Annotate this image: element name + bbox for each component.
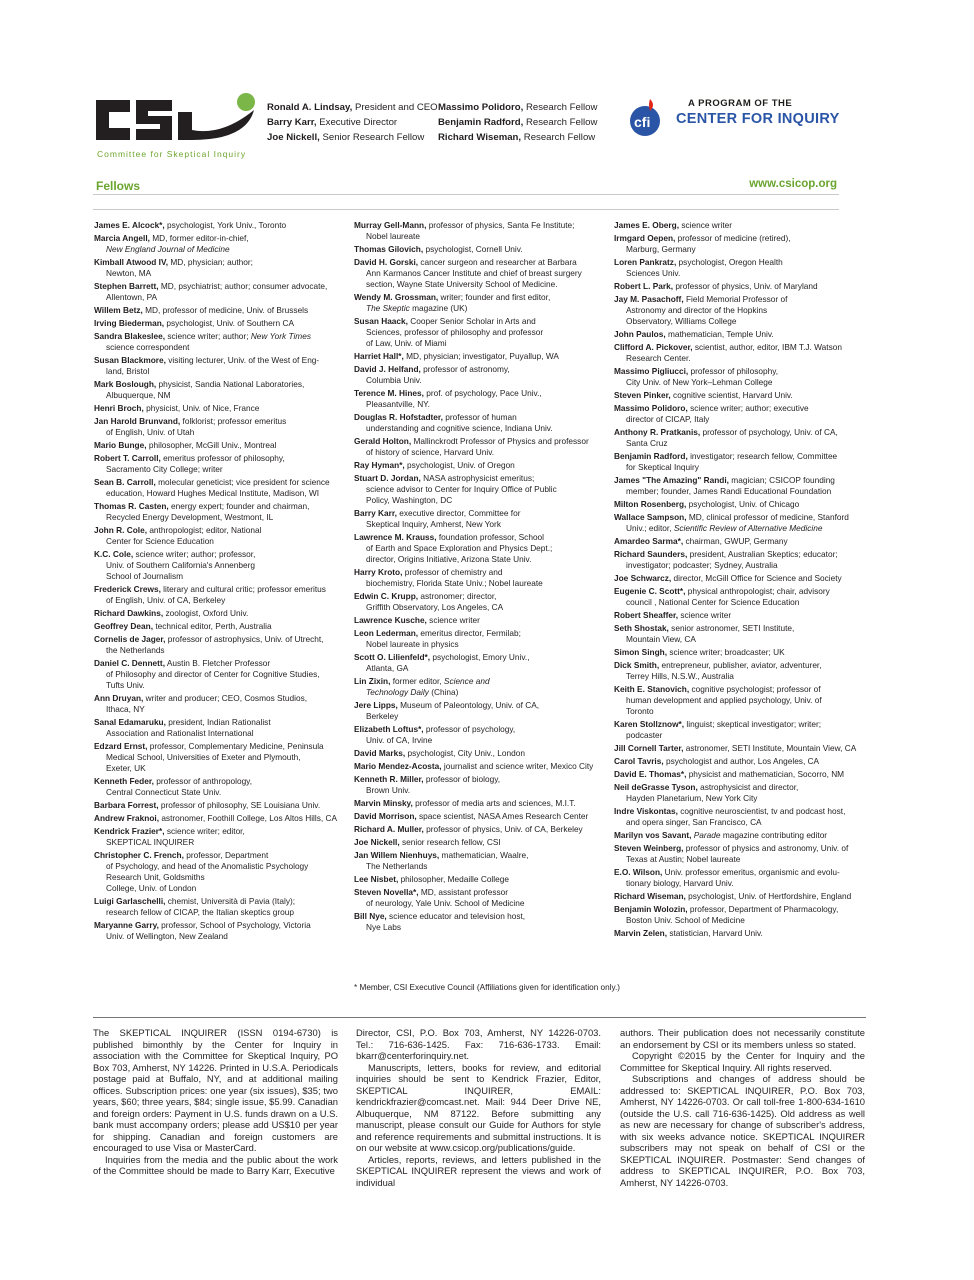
fellow-name: Robert L. Park, bbox=[614, 281, 674, 291]
fellow-entry: Anthony R. Pratkanis, professor of psychology, Univ. of CA, Santa Cruz bbox=[614, 427, 838, 448]
fellow-entry: Kendrick Frazier*, science writer; editor, SKEPTICAL INQUIRER bbox=[94, 826, 245, 847]
fellow-name: Henri Broch, bbox=[94, 403, 144, 413]
fellow-entry: Bill Nye, science educator and television host, Nye Labs bbox=[354, 911, 526, 932]
fellow-entry: Benjamin Radford, investigator; research fellow, Committee for Skeptical Inquiry bbox=[614, 451, 838, 472]
fellow-name: Indre Viskontas, bbox=[614, 806, 678, 816]
fellow-entry: Susan Blackmore, visiting lecturer, Univ. of the West of Eng- land, Bristol bbox=[94, 355, 320, 376]
fellow-name: Massimo Polidoro, bbox=[614, 403, 688, 413]
fellow-name: Harry Kroto, bbox=[354, 567, 403, 577]
fellow-entry: Karen Stollznow*, linguist; skeptical investigator; writer; podcaster bbox=[614, 719, 822, 740]
fellow-name: Benjamin Wolozin, bbox=[614, 904, 688, 914]
fellow-entry: Lin Zixin, former editor, Science and Technology Daily (China) bbox=[354, 676, 490, 697]
fellow-name: Marvin Zelen, bbox=[614, 928, 668, 938]
fellow-entry: Irving Biederman, psychologist, Univ. of Southern CA bbox=[94, 318, 294, 328]
fellow-entry: John Paulos, mathematician, Temple Univ. bbox=[614, 329, 774, 339]
fellow-name: Joe Nickell, bbox=[354, 837, 400, 847]
fellow-name: Barbara Forrest, bbox=[94, 800, 159, 810]
fellow-entry: Neil deGrasse Tyson, astrophysicist and director, Hayden Planetarium, New York City bbox=[614, 782, 799, 803]
fellow-name: Jan Harold Brunvand, bbox=[94, 416, 181, 426]
fellow-name: Steven Weinberg, bbox=[614, 843, 684, 853]
fellow-name: Amardeo Sarma*, bbox=[614, 536, 684, 546]
officer: Richard Wiseman, Research Fellow bbox=[438, 132, 596, 143]
fellow-entry: Jere Lipps, Museum of Paleontology, Univ. of CA, Berkeley bbox=[354, 700, 540, 721]
fellow-name: Susan Haack, bbox=[354, 316, 408, 326]
fellow-entry: Douglas R. Hofstadter, professor of human understanding and cognitive science, Indiana Univ. bbox=[354, 412, 553, 433]
fellow-name: Leon Lederman, bbox=[354, 628, 419, 638]
fellow-name: Scott O. Lilienfeld*, bbox=[354, 652, 431, 662]
fellow-name: Richard Dawkins, bbox=[94, 608, 164, 618]
officer: Benjamin Radford, Research Fellow bbox=[438, 117, 598, 128]
fellow-entry: Lawrence Kusche, science writer bbox=[354, 615, 480, 625]
fellows-column-1 bbox=[94, 220, 339, 944]
fellow-entry: Sandra Blakeslee, science writer; author; New York Times science correspondent bbox=[94, 331, 311, 352]
fellow-entry: Milton Rosenberg, psychologist, Univ. of Chicago bbox=[614, 499, 800, 509]
info-paragraph: Copyright ©2015 by the Center for Inquiry and the Committee for Skeptical Inquiry. All rights reserved. bbox=[620, 1050, 865, 1073]
fellow-entry: Carol Tavris, psychologist and author, Los Angeles, CA bbox=[614, 756, 820, 766]
fellow-name: Geoffrey Dean, bbox=[94, 621, 154, 631]
fellow-name: Terence M. Hines, bbox=[354, 388, 424, 398]
fellow-name: Eugenie C. Scott*, bbox=[614, 586, 686, 596]
fellow-entry: Murray Gell-Mann, professor of physics, Santa Fe Institute; Nobel laureate bbox=[354, 220, 575, 241]
fellow-entry: Leon Lederman, emeritus director, Fermilab; Nobel laureate in physics bbox=[354, 628, 521, 649]
fellow-entry: David E. Thomas*, physicist and mathematician, Socorro, NM bbox=[614, 769, 845, 779]
fellow-name: Murray Gell-Mann, bbox=[354, 220, 427, 230]
fellow-name: David E. Thomas*, bbox=[614, 769, 687, 779]
fellow-name: Mario Mendez-Acosta, bbox=[354, 761, 442, 771]
fellow-name: Ann Druyan, bbox=[94, 693, 144, 703]
fellow-name: Robert Sheaffer, bbox=[614, 610, 679, 620]
fellow-name: Lawrence M. Krauss, bbox=[354, 532, 437, 542]
fellow-name: Jill Cornell Tarter, bbox=[614, 743, 684, 753]
fellow-name: Marcia Angell, bbox=[94, 233, 150, 243]
logo-tagline: Committee for Skeptical Inquiry bbox=[97, 149, 247, 159]
fellow-name: Richard A. Muller, bbox=[354, 824, 424, 834]
fellow-name: Wendy M. Grossman, bbox=[354, 292, 439, 302]
fellow-entry: David J. Helfand, professor of astronomy, Columbia Univ. bbox=[354, 364, 510, 385]
fellow-name: Mario Bunge, bbox=[94, 440, 147, 450]
fellow-entry: James "The Amazing" Randi, magician; CSICOP founding member; founder, James Randi Educational Foundation bbox=[614, 475, 835, 496]
fellow-name: Joe Schwarcz, bbox=[614, 573, 672, 583]
fellow-name: David J. Helfand, bbox=[354, 364, 421, 374]
fellow-name: Milton Rosenberg, bbox=[614, 499, 687, 509]
fellow-name: John R. Cole, bbox=[94, 525, 148, 535]
info-paragraph: Articles, reports, reviews, and letters published in the SKEPTICAL INQUIRER represent the views and work of individual bbox=[356, 1153, 601, 1188]
fellow-entry: Clifford A. Pickover, scientist, author, editor, IBM T.J. Watson Research Center. bbox=[614, 342, 842, 363]
fellow-entry: Henri Broch, physicist, Univ. of Nice, France bbox=[94, 403, 260, 413]
fellow-name: Anthony R. Pratkanis, bbox=[614, 427, 701, 437]
fellow-name: Cornelis de Jager, bbox=[94, 634, 166, 644]
fellow-name: Mark Boslough, bbox=[94, 379, 157, 389]
fellow-entry: Stephen Barrett, MD, psychiatrist; author; consumer advocate, Allentown, PA bbox=[94, 281, 328, 302]
fellow-entry: Elizabeth Loftus*, professor of psychology, Univ. of CA, Irvine bbox=[354, 724, 516, 745]
website-link[interactable]: www.csicop.org bbox=[749, 178, 837, 190]
fellow-name: Lawrence Kusche, bbox=[354, 615, 427, 625]
fellow-entry: Maryanne Garry, professor, School of Psychology, Victoria Univ. of Wellington, New Zealand bbox=[94, 920, 311, 941]
fellow-entry: Lawrence M. Krauss, foundation professor, School of Earth and Space Exploration and Physics Dept.; director, Origins Initiative, Arizona State Univ. bbox=[354, 532, 553, 564]
fellow-name: Loren Pankratz, bbox=[614, 257, 677, 267]
fellow-name: Willem Betz, bbox=[94, 305, 143, 315]
fellow-entry: Mario Bunge, philosopher, McGill Univ., Montreal bbox=[94, 440, 277, 450]
publication-info-column-2 bbox=[356, 1027, 601, 1188]
fellow-entry: Robert T. Carroll, emeritus professor of philosophy, Sacramento City College; writer bbox=[94, 453, 285, 474]
fellow-name: Steven Pinker, bbox=[614, 390, 671, 400]
fellow-entry: Christopher C. French, professor, Department of Psychology, and head of the Anomalistic Psychology Research Unit, Goldsmiths College, Univ. of London bbox=[94, 850, 309, 893]
fellow-entry: Kimball Atwood IV, MD, physician; author; Newton, MA bbox=[94, 257, 253, 278]
fellow-entry: Kenneth R. Miller, professor of biology, Brown Univ. bbox=[354, 774, 501, 795]
fellow-entry: Scott O. Lilienfeld*, psychologist, Emory Univ., Atlanta, GA bbox=[354, 652, 530, 673]
fellow-name: Maryanne Garry, bbox=[94, 920, 159, 930]
fellow-name: Sean B. Carroll, bbox=[94, 477, 156, 487]
fellow-entry: Jan Willem Nienhuys, mathematician, Waalre, The Netherlands bbox=[354, 850, 529, 871]
fellow-entry: Amardeo Sarma*, chairman, GWUP, Germany bbox=[614, 536, 788, 546]
fellow-name: Gerald Holton, bbox=[354, 436, 412, 446]
fellow-entry: Steven Pinker, cognitive scientist, Harvard Univ. bbox=[614, 390, 793, 400]
fellow-name: David Morrison, bbox=[354, 811, 417, 821]
fellow-name: Ray Hyman*, bbox=[354, 460, 405, 470]
fellow-name: Daniel C. Dennett, bbox=[94, 658, 165, 668]
fellow-name: Carol Tavris, bbox=[614, 756, 664, 766]
fellow-entry: Edwin C. Krupp, astronomer; director, Griffith Observatory, Los Angeles, CA bbox=[354, 591, 504, 612]
fellow-entry: Keith E. Stanovich, cognitive psychologist; professor of human development and applied psychology, Univ. of Toronto bbox=[614, 684, 822, 716]
fellow-name: Wallace Sampson, bbox=[614, 512, 687, 522]
fellow-name: Luigi Garlaschelli, bbox=[94, 896, 166, 906]
fellow-name: Richard Wiseman, bbox=[614, 891, 686, 901]
fellow-entry: Geoffrey Dean, technical editor, Perth, Australia bbox=[94, 621, 272, 631]
fellow-entry: Richard Dawkins, zoologist, Oxford Univ. bbox=[94, 608, 249, 618]
fellow-entry: Mario Mendez-Acosta, journalist and science writer, Mexico City bbox=[354, 761, 594, 771]
fellow-name: Sandra Blakeslee, bbox=[94, 331, 166, 341]
fellow-entry: Irmgard Oepen, professor of medicine (retired), Marburg, Germany bbox=[614, 233, 791, 254]
footnote: * Member, CSI Executive Council (Affiliations given for identification only.) bbox=[354, 983, 620, 992]
fellow-entry: Richard Wiseman, psychologist, Univ. of Hertfordshire, England bbox=[614, 891, 852, 901]
fellow-entry: Jay M. Pasachoff, Field Memorial Professor of Astronomy and director of the Hopkins Observatory, Williams College bbox=[614, 294, 788, 326]
officer: Massimo Polidoro, Research Fellow bbox=[438, 102, 598, 113]
fellow-name: Kimball Atwood IV, bbox=[94, 257, 169, 267]
fellow-entry: E.O. Wilson, Univ. professor emeritus, organismic and evolu- tionary biology, Harvard Univ. bbox=[614, 867, 840, 888]
fellow-name: K.C. Cole, bbox=[94, 549, 134, 559]
fellow-entry: David Marks, psychologist, City Univ., London bbox=[354, 748, 525, 758]
fellow-name: James "The Amazing" Randi, bbox=[614, 475, 729, 485]
fellow-entry: Sanal Edamaruku, president, Indian Rationalist Association and Rationalist International bbox=[94, 717, 271, 738]
fellow-name: Jere Lipps, bbox=[354, 700, 398, 710]
divider bbox=[93, 1017, 866, 1018]
fellow-name: Irving Biederman, bbox=[94, 318, 165, 328]
fellow-entry: John R. Cole, anthropologist; editor, National Center for Science Education bbox=[94, 525, 262, 546]
fellow-name: Jay M. Pasachoff, bbox=[614, 294, 684, 304]
fellow-name: Edzard Ernst, bbox=[94, 741, 148, 751]
fellow-entry: Thomas Gilovich, psychologist, Cornell Univ. bbox=[354, 244, 523, 254]
fellow-entry: Jan Harold Brunvand, folklorist; professor emeritus of English, Univ. of Utah bbox=[94, 416, 287, 437]
fellow-entry: Kenneth Feder, professor of anthropology, Central Connecticut State Univ. bbox=[94, 776, 253, 797]
fellow-name: Sanal Edamaruku, bbox=[94, 717, 166, 727]
fellow-name: Elizabeth Loftus*, bbox=[354, 724, 424, 734]
fellow-entry: Barry Karr, executive director, Committee for Skeptical Inquiry, Amherst, New York bbox=[354, 508, 521, 529]
fellow-name: Keith E. Stanovich, bbox=[614, 684, 690, 694]
fellow-name: Edwin C. Krupp, bbox=[354, 591, 419, 601]
fellow-name: John Paulos, bbox=[614, 329, 666, 339]
info-paragraph: Inquiries from the media and the public about the work of the Committee should be made to Barry Karr, Executive bbox=[93, 1153, 338, 1176]
fellow-entry: Frederick Crews, literary and cultural critic; professor emeritus of English, Univ. of CA, Berkeley bbox=[94, 584, 326, 605]
fellow-entry: Seth Shostak, senior astronomer, SETI Institute, Mountain View, CA bbox=[614, 623, 795, 644]
fellow-name: Barry Karr, bbox=[354, 508, 397, 518]
divider bbox=[93, 194, 839, 195]
fellow-name: Steven Novella*, bbox=[354, 887, 419, 897]
fellow-entry: Barbara Forrest, professor of philosophy, SE Louisiana Univ. bbox=[94, 800, 321, 810]
fellow-entry: Harry Kroto, professor of chemistry and biochemistry, Florida State Univ.; Nobel laureate bbox=[354, 567, 543, 588]
fellow-entry: Harriet Hall*, MD, physician; investigator, Puyallup, WA bbox=[354, 351, 559, 361]
fellow-name: Simon Singh, bbox=[614, 647, 668, 657]
info-paragraph: Director, CSI, P.O. Box 703, Amherst, NY 14226-0703. Tel.: 716-636-1425. Fax: 716-636-1733. Email: bkarr@centerforinquiry.net. bbox=[356, 1027, 601, 1061]
fellow-entry: David H. Gorski, cancer surgeon and researcher at Barbara Ann Karmanos Cancer Institute and chief of breast surgery section, Wayne State University School of Medicine. bbox=[354, 257, 582, 289]
fellow-name: Thomas Gilovich, bbox=[354, 244, 424, 254]
cfi-program-label: A PROGRAM OF THE bbox=[688, 98, 793, 109]
officer: Joe Nickell, Senior Research Fellow bbox=[267, 132, 425, 143]
fellow-name: Thomas R. Casten, bbox=[94, 501, 169, 511]
fellow-entry: David Morrison, space scientist, NASA Ames Research Center bbox=[354, 811, 589, 821]
fellow-entry: Richard Saunders, president, Australian Skeptics; educator; investigator; podcaster; Sydney, Australia bbox=[614, 549, 838, 570]
info-paragraph: The SKEPTICAL INQUIRER (ISSN 0194-6730) is published bimonthly by the Center for Inquiry in association with the Committee for Skeptical Inquiry, PO Box 703, Amherst, NY 14226. Printed in U.S.A. Periodicals postage paid at Buffalo, NY, and at additional mailing offices. Subscription prices: one year (six issues), $35; two years, $60; three years, $84; single issue, $5.99. Canadian and foreign orders: Payment in U.S. funds drawn on a U.S. bank must accompany orders; please add US$10 per year for shipping. Canadian and foreign customers are encouraged to use Visa or MasterCard. bbox=[93, 1027, 338, 1153]
info-paragraph: Subscriptions and changes of address should be addressed to: SKEPTICAL INQUIRER, P.O. Box 703, Amherst, NY 14226-0703. Or call toll-free 1-800-634-1610 (outside the U.S. call 716-636-1425). Old address as well as new are necessary for change of subscriber's address, with six weeks advance notice. SKEPTICAL INQUIRER subscribers may not speak on behalf of CSI or the SKEPTICAL INQUIRER. Postmaster: Send changes of address to SKEPTICAL INQUIRER, P.O. Box 703, Amherst, NY 14226-0703. bbox=[620, 1073, 865, 1188]
fellow-entry: Wallace Sampson, MD, clinical professor of medicine, Stanford Univ.; editor, Scientific Review of Alternative Medicine bbox=[614, 512, 849, 533]
fellow-entry: Indre Viskontas, cognitive neuroscientist, tv and podcast host, and opera singer, San Francisco, CA bbox=[614, 806, 846, 827]
fellow-entry: Marvin Zelen, statistician, Harvard Univ. bbox=[614, 928, 763, 938]
fellow-name: James E. Alcock*, bbox=[94, 220, 165, 230]
fellow-name: Jan Willem Nienhuys, bbox=[354, 850, 440, 860]
fellow-entry: Terence M. Hines, prof. of psychology, Pace Univ., Pleasantville, NY. bbox=[354, 388, 542, 409]
fellow-entry: Andrew Fraknoi, astronomer, Foothill College, Los Altos Hills, CA bbox=[94, 813, 338, 823]
fellow-name: Harriet Hall*, bbox=[354, 351, 404, 361]
fellow-entry: Willem Betz, MD, professor of medicine, Univ. of Brussels bbox=[94, 305, 309, 315]
fellow-entry: Massimo Polidoro, science writer; author; executive director of CICAP, Italy bbox=[614, 403, 809, 424]
fellow-entry: K.C. Cole, science writer; author; professor, Univ. of Southern California's Annenberg School of Journalism bbox=[94, 549, 256, 581]
divider bbox=[93, 209, 839, 210]
info-paragraph: authors. Their publication does not necessarily constitute an endorsement by CSI or its members unless so stated. bbox=[620, 1027, 865, 1050]
fellow-entry: Marilyn vos Savant, Parade magazine contributing editor bbox=[614, 830, 828, 840]
publication-info-column-1 bbox=[93, 1027, 338, 1177]
fellow-name: Marilyn vos Savant, bbox=[614, 830, 692, 840]
fellow-entry: Lee Nisbet, philosopher, Medaille College bbox=[354, 874, 509, 884]
fellow-entry: Loren Pankratz, psychologist, Oregon Health Sciences Univ. bbox=[614, 257, 783, 278]
fellow-name: Frederick Crews, bbox=[94, 584, 161, 594]
fellow-name: Kenneth Feder, bbox=[94, 776, 154, 786]
fellow-entry: Ann Druyan, writer and producer; CEO, Cosmos Studios, Ithaca, NY bbox=[94, 693, 308, 714]
fellow-entry: Eugenie C. Scott*, physical anthropologist; chair, advisory council , National Center for Science Education bbox=[614, 586, 830, 607]
fellow-name: Kenneth R. Miller, bbox=[354, 774, 424, 784]
fellow-entry: Robert L. Park, professor of physics, Univ. of Maryland bbox=[614, 281, 818, 291]
fellow-entry: Wendy M. Grossman, writer; founder and first editor, The Skeptic magazine (UK) bbox=[354, 292, 551, 313]
publication-info-column-3 bbox=[620, 1027, 865, 1188]
fellow-entry: Sean B. Carroll, molecular geneticist; vice president for science education, Howard Hughes Medical Institute, Madison, WI bbox=[94, 477, 330, 498]
fellow-name: Stephen Barrett, bbox=[94, 281, 159, 291]
fellow-name: Susan Blackmore, bbox=[94, 355, 166, 365]
officers-left bbox=[267, 100, 438, 145]
fellow-name: Karen Stollznow*, bbox=[614, 719, 685, 729]
fellow-name: Clifford A. Pickover, bbox=[614, 342, 693, 352]
fellow-entry: Joe Schwarcz, director, McGill Office for Science and Society bbox=[614, 573, 842, 583]
fellow-name: David Marks, bbox=[354, 748, 406, 758]
fellow-entry: Massimo Pigliucci, professor of philosophy, City Univ. of New York–Lehman College bbox=[614, 366, 779, 387]
fellow-entry: Joe Nickell, senior research fellow, CSI bbox=[354, 837, 501, 847]
fellow-entry: Stuart D. Jordan, NASA astrophysicist emeritus; science advisor to Center for Inquiry Office of Public Policy, Washington, DC bbox=[354, 473, 557, 505]
fellow-name: Benjamin Radford, bbox=[614, 451, 688, 461]
fellow-entry: James E. Oberg, science writer bbox=[614, 220, 733, 230]
fellow-name: Massimo Pigliucci, bbox=[614, 366, 689, 376]
fellow-name: Marvin Minsky, bbox=[354, 798, 413, 808]
fellow-name: Douglas R. Hofstadter, bbox=[354, 412, 443, 422]
fellow-entry: Steven Novella*, MD, assistant professor of neurology, Yale Univ. School of Medicine bbox=[354, 887, 525, 908]
fellow-name: David H. Gorski, bbox=[354, 257, 419, 267]
svg-text:cfi: cfi bbox=[634, 114, 651, 130]
officer: Ronald A. Lindsay, President and CEO bbox=[267, 102, 438, 113]
fellow-entry: Simon Singh, science writer; broadcaster; UK bbox=[614, 647, 785, 657]
fellows-column-3 bbox=[614, 220, 859, 941]
fellow-entry: Marvin Minsky, professor of media arts and sciences, M.I.T. bbox=[354, 798, 576, 808]
fellow-entry: Robert Sheaffer, science writer bbox=[614, 610, 732, 620]
fellow-entry: Edzard Ernst, professor, Complementary Medicine, Peninsula Medical School, Universities of Exeter and Plymouth, Exeter, UK bbox=[94, 741, 324, 773]
fellow-entry: Luigi Garlaschelli, chemist, Università di Pavia (Italy); research fellow of CICAP, the Italian skeptics group bbox=[94, 896, 296, 917]
fellow-name: Andrew Fraknoi, bbox=[94, 813, 160, 823]
fellow-entry: Susan Haack, Cooper Senior Scholar in Arts and Sciences, professor of philosophy and professor of Law, Univ. of Miami bbox=[354, 316, 544, 348]
fellow-name: James E. Oberg, bbox=[614, 220, 680, 230]
fellow-name: Stuart D. Jordan, bbox=[354, 473, 421, 483]
fellow-name: Bill Nye, bbox=[354, 911, 387, 921]
fellow-name: Richard Saunders, bbox=[614, 549, 688, 559]
info-paragraph: Manuscripts, letters, books for review, and editorial inquiries should be sent to Kendrick Frazier, Editor, SKEPTICAL INQUIRER, EMAIL: kendrickfrazier@comcast.net. Mail: 944 Deer Drive NE, Albuquerque, NM 87122. Before submitting any manuscript, please consult our Guide for Authors for style and reference requirements and submittal instructions. It is on our website at www.csicop.org/publications/guide. bbox=[356, 1061, 601, 1153]
fellow-entry: Thomas R. Casten, energy expert; founder and chairman, Recycled Energy Development, Westmont, IL bbox=[94, 501, 310, 522]
fellow-name: Robert T. Carroll, bbox=[94, 453, 161, 463]
fellow-entry: Mark Boslough, physicist, Sandia National Laboratories, Albuquerque, NM bbox=[94, 379, 305, 400]
fellows-column-2 bbox=[354, 220, 599, 935]
officers-right bbox=[438, 100, 597, 145]
fellow-entry: Marcia Angell, MD, former editor-in-chief, New England Journal of Medicine bbox=[94, 233, 249, 254]
fellow-entry: Steven Weinberg, professor of physics and astronomy, Univ. of Texas at Austin; Nobel laureate bbox=[614, 843, 849, 864]
fellow-entry: Dick Smith, entrepreneur, publisher, aviator, adventurer, Terrey Hills, N.S.W., Australia bbox=[614, 660, 822, 681]
fellow-name: Dick Smith, bbox=[614, 660, 660, 670]
fellow-name: Seth Shostak, bbox=[614, 623, 669, 633]
fellow-name: Irmgard Oepen, bbox=[614, 233, 676, 243]
fellow-name: Christopher C. French, bbox=[94, 850, 184, 860]
officer: Barry Karr, Executive Director bbox=[267, 117, 398, 128]
fellow-entry: Daniel C. Dennett, Austin B. Fletcher Professor of Philosophy and director of Center for Cognitive Studies, Tufts Univ. bbox=[94, 658, 320, 690]
fellow-entry: Richard A. Muller, professor of physics, Univ. of CA, Berkeley bbox=[354, 824, 583, 834]
cfi-center-label: CENTER FOR INQUIRY bbox=[676, 111, 840, 127]
fellow-entry: Gerald Holton, Mallinckrodt Professor of Physics and professor of history of science, Harvard Univ. bbox=[354, 436, 589, 457]
fellow-name: Lin Zixin, bbox=[354, 676, 391, 686]
fellow-name: Neil deGrasse Tyson, bbox=[614, 782, 698, 792]
fellow-name: E.O. Wilson, bbox=[614, 867, 663, 877]
fellow-entry: Ray Hyman*, psychologist, Univ. of Oregon bbox=[354, 460, 515, 470]
fellow-entry: Benjamin Wolozin, professor, Department of Pharmacology, Boston Univ. School of Medicine bbox=[614, 904, 839, 925]
fellow-entry: James E. Alcock*, psychologist, York Univ., Toronto bbox=[94, 220, 287, 230]
fellow-entry: Jill Cornell Tarter, astronomer, SETI Institute, Mountain View, CA bbox=[614, 743, 857, 753]
fellow-name: Kendrick Frazier*, bbox=[94, 826, 165, 836]
fellows-heading: Fellows bbox=[96, 179, 141, 193]
fellow-entry: Cornelis de Jager, professor of astrophysics, Univ. of Utrecht, the Netherlands bbox=[94, 634, 324, 655]
fellow-name: Lee Nisbet, bbox=[354, 874, 399, 884]
